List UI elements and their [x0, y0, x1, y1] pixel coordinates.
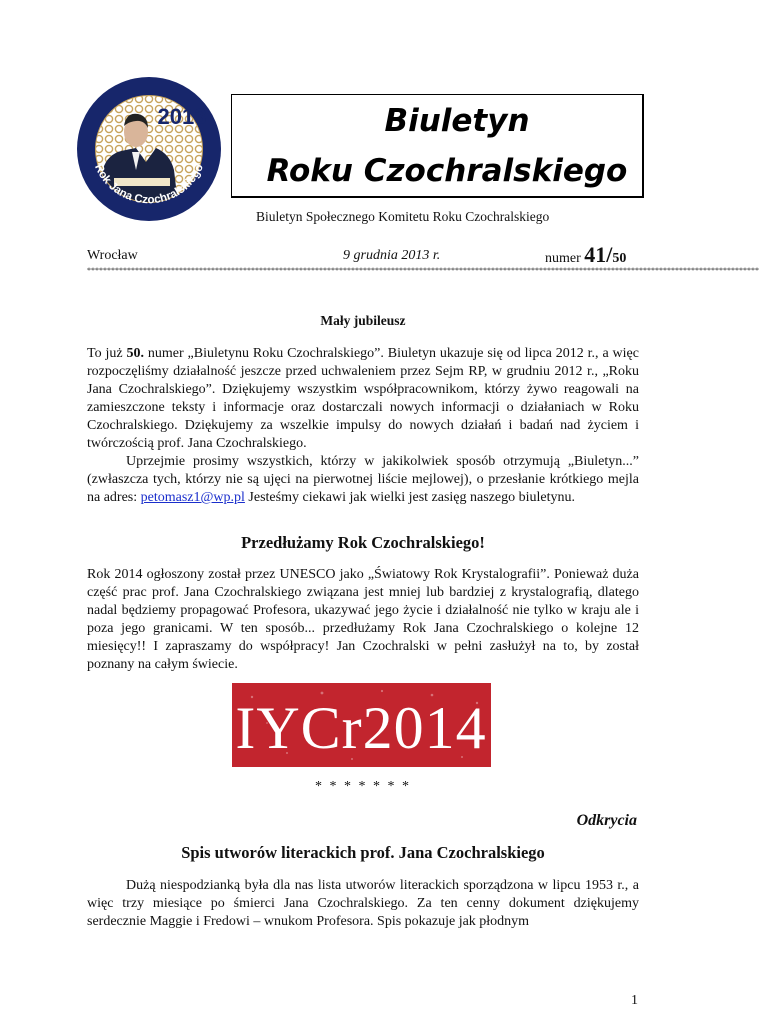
section-heading-spis-utworow: Spis utworów literackich prof. Jana Czochralskiego: [181, 843, 545, 862]
title-box: [231, 94, 644, 198]
issue-date: 9 grudnia 2013 r.: [343, 248, 441, 263]
iycr2014-banner: [232, 683, 491, 767]
iycr2014-text: IYCr2014: [235, 695, 487, 761]
paragraph: [87, 453, 639, 507]
issue-label: numer: [545, 251, 585, 266]
rok-czochralskiego-logo: [74, 74, 224, 224]
title-line-2: Roku Czochralskiego: [266, 153, 628, 189]
stars-separator: * * * * * * *: [315, 779, 411, 794]
logo-year: 2013: [157, 104, 207, 129]
logo-graphic: [74, 74, 224, 224]
issue-number-value: 41/: [584, 242, 613, 267]
logo-ring-text: Rok Jana Czochralskiego: [91, 162, 206, 207]
issue-number: [545, 242, 626, 268]
city: Wrocław: [87, 248, 138, 263]
iycr2014-logo: [232, 683, 491, 767]
subtitle: Biuletyn Społecznego Komitetu Roku Czochralskiego: [256, 209, 550, 224]
section-label-odkrycia: Odkrycia: [576, 812, 637, 829]
paragraph: Rok 2014 ogłoszony został przez UNESCO jako „Światowy Rok Krystalografii”. Ponieważ duża część prac prof. Jana Czochralskiego związana jest mniej lub bardziej z krystalografią, dlatego nadal będziemy propagować Profesora, ukazywać jego życie i działalność nie tylko w kraju ale i poza jego granicami. W ten sposób... przedłużamy Rok Jana Czochralskiego o kolejne 12 miesięcy!! I zapraszamy do współpracy! Jan Czochralski w pełni zasłużył na to, by został poznany na całym świecie.: [87, 567, 639, 672]
section-body-maly-jubileusz: [87, 345, 639, 507]
text: To już: [87, 346, 127, 361]
page-number: 1: [631, 993, 638, 1008]
separator-line: ************************************************************************************************************************************************************************: [87, 266, 759, 275]
section-heading-maly-jubileusz: Mały jubileusz: [320, 313, 406, 328]
text: Jesteśmy ciekawi jak wielki jest zasięg naszego biuletynu.: [244, 490, 575, 505]
email-link[interactable]: petomasz1@wp.pl: [140, 490, 245, 505]
section-body-przedluzamy: [87, 566, 639, 674]
paragraph: [87, 345, 639, 453]
issue-count: 50.: [126, 346, 144, 361]
section-body-spis-utworow: [87, 877, 639, 931]
paragraph: Dużą niespodzianką była dla nas lista utworów literackich sporządzona w lipcu 1953 r., a więc trzy miesiące po śmierci Jana Czochralskiego. Za ten cenny dokument dziękujemy serdecznie Maggie i Fredowi – wnukom Profesora. Spis pokazuje jak płodnym: [87, 878, 639, 929]
text: numer „Biuletynu Roku Czochralskiego”. Biuletyn ukazuje się od lipca 2012 r., a więc rozpoczęliśmy działalność jeszcze przed uchwaleniem przez Sejm RP, w grudniu 2012 r., „Roku Jana Czochralskiego”. Dziękujemy wszystkim współpracownikom, którzy żywo reagowali na zamieszczone teksty i informacje oraz dostarczali nowych informacji o działaniach w Roku Czochralskiego. Dziękujemy za wszelkie impulsy do nowych działań i badań nad życiem i twórczością prof. Jana Czochralskiego.: [87, 346, 639, 451]
section-heading-przedluzamy: Przedłużamy Rok Czochralskiego!: [241, 533, 485, 552]
text: Uprzejmie prosimy wszystkich, którzy w jakikolwiek sposób otrzymują „Biuletyn...” (zwłaszcza tych, którzy nie są ujęci na pierwotnej liście mejlowej), o przesłanie krótkiego mejla na adres:: [87, 454, 639, 505]
title-line-1: Biuletyn: [384, 103, 530, 139]
issue-total: 50: [612, 251, 627, 266]
